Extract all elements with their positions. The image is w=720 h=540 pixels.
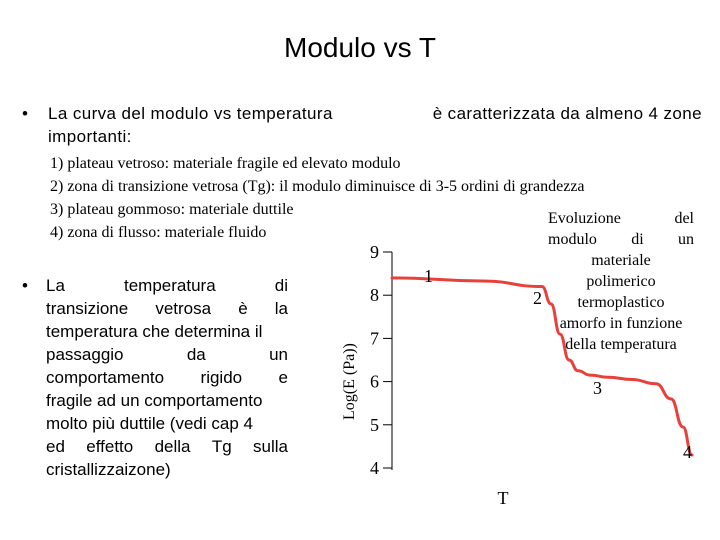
desc-word: Evoluzione: [548, 210, 621, 227]
tg-word: è: [238, 299, 248, 318]
intro-line2: importanti:: [48, 127, 132, 146]
bullet-dot: •: [22, 104, 29, 123]
zone-label-1: 1: [424, 266, 433, 286]
intro-line1-right: è caratterizzata da almeno 4 zone: [432, 104, 702, 123]
tg-word: la: [274, 299, 288, 318]
desc-word: del: [674, 210, 694, 227]
tg-word: e: [278, 368, 288, 387]
tg-word: comportamento: [46, 368, 165, 387]
tg-word: passaggio: [46, 345, 124, 364]
zone-label-4: 4: [683, 442, 692, 462]
tg-word: vetrosa: [155, 299, 212, 318]
x-axis-label: T: [497, 488, 509, 508]
bullet-dot: •: [22, 276, 28, 295]
tg-word: cristallizzaizone): [46, 460, 171, 479]
page-title: Modulo vs T: [284, 32, 436, 63]
tg-word: sulla: [253, 437, 288, 456]
y-tick-label: 5: [370, 414, 379, 435]
y-tick-label: 7: [370, 328, 379, 349]
y-tick-label: 6: [370, 371, 379, 392]
desc-word: di: [631, 231, 644, 248]
zone-label-3: 3: [593, 378, 602, 398]
desc-word: un: [678, 231, 694, 248]
zone-item: 4) zona di flusso: materiale fluido: [50, 224, 267, 241]
tg-word: fragile ad un comportamento: [46, 391, 263, 410]
modulus-curve: [392, 278, 692, 455]
zone-item: 3) plateau gommoso: materiale duttile: [50, 201, 294, 218]
desc-line: termoplastico: [577, 294, 665, 311]
zone-item: 2) zona di transizione vetrosa (Tg): il modulo diminuisce di 3-5 ordini di grandezza: [50, 178, 585, 195]
tg-word: un: [269, 345, 288, 364]
tg-word: ed: [46, 437, 65, 456]
tg-word: temperatura che determina il: [46, 322, 263, 341]
desc-word: modulo: [548, 231, 597, 248]
tg-word: molto più duttile (vedi cap 4: [46, 414, 253, 433]
y-axis-label: Log(E (Pa)): [341, 343, 358, 420]
tg-word: di: [274, 276, 288, 295]
desc-line: materiale: [591, 252, 651, 269]
y-tick-label: 4: [370, 458, 379, 478]
tg-word: transizione: [46, 299, 129, 318]
tg-word: temperatura: [124, 276, 216, 295]
zone-label-2: 2: [533, 288, 542, 308]
tg-word: La: [46, 276, 65, 295]
tg-word: da: [186, 345, 206, 364]
y-tick-label: 8: [370, 285, 379, 306]
desc-line: della temperatura: [565, 336, 677, 353]
tg-word: effetto: [86, 437, 134, 456]
intro-line1-left: La curva del modulo vs temperatura: [48, 104, 333, 123]
zone-item: 1) plateau vetroso: materiale fragile ed elevato modulo: [50, 155, 401, 172]
tg-word: Tg: [211, 437, 232, 456]
desc-line: polimerico: [586, 273, 656, 290]
tg-word: rigido: [200, 368, 243, 387]
desc-line: amorfo in funzione: [559, 315, 683, 332]
tg-word: della: [154, 437, 191, 456]
y-tick-label: 9: [370, 242, 379, 262]
